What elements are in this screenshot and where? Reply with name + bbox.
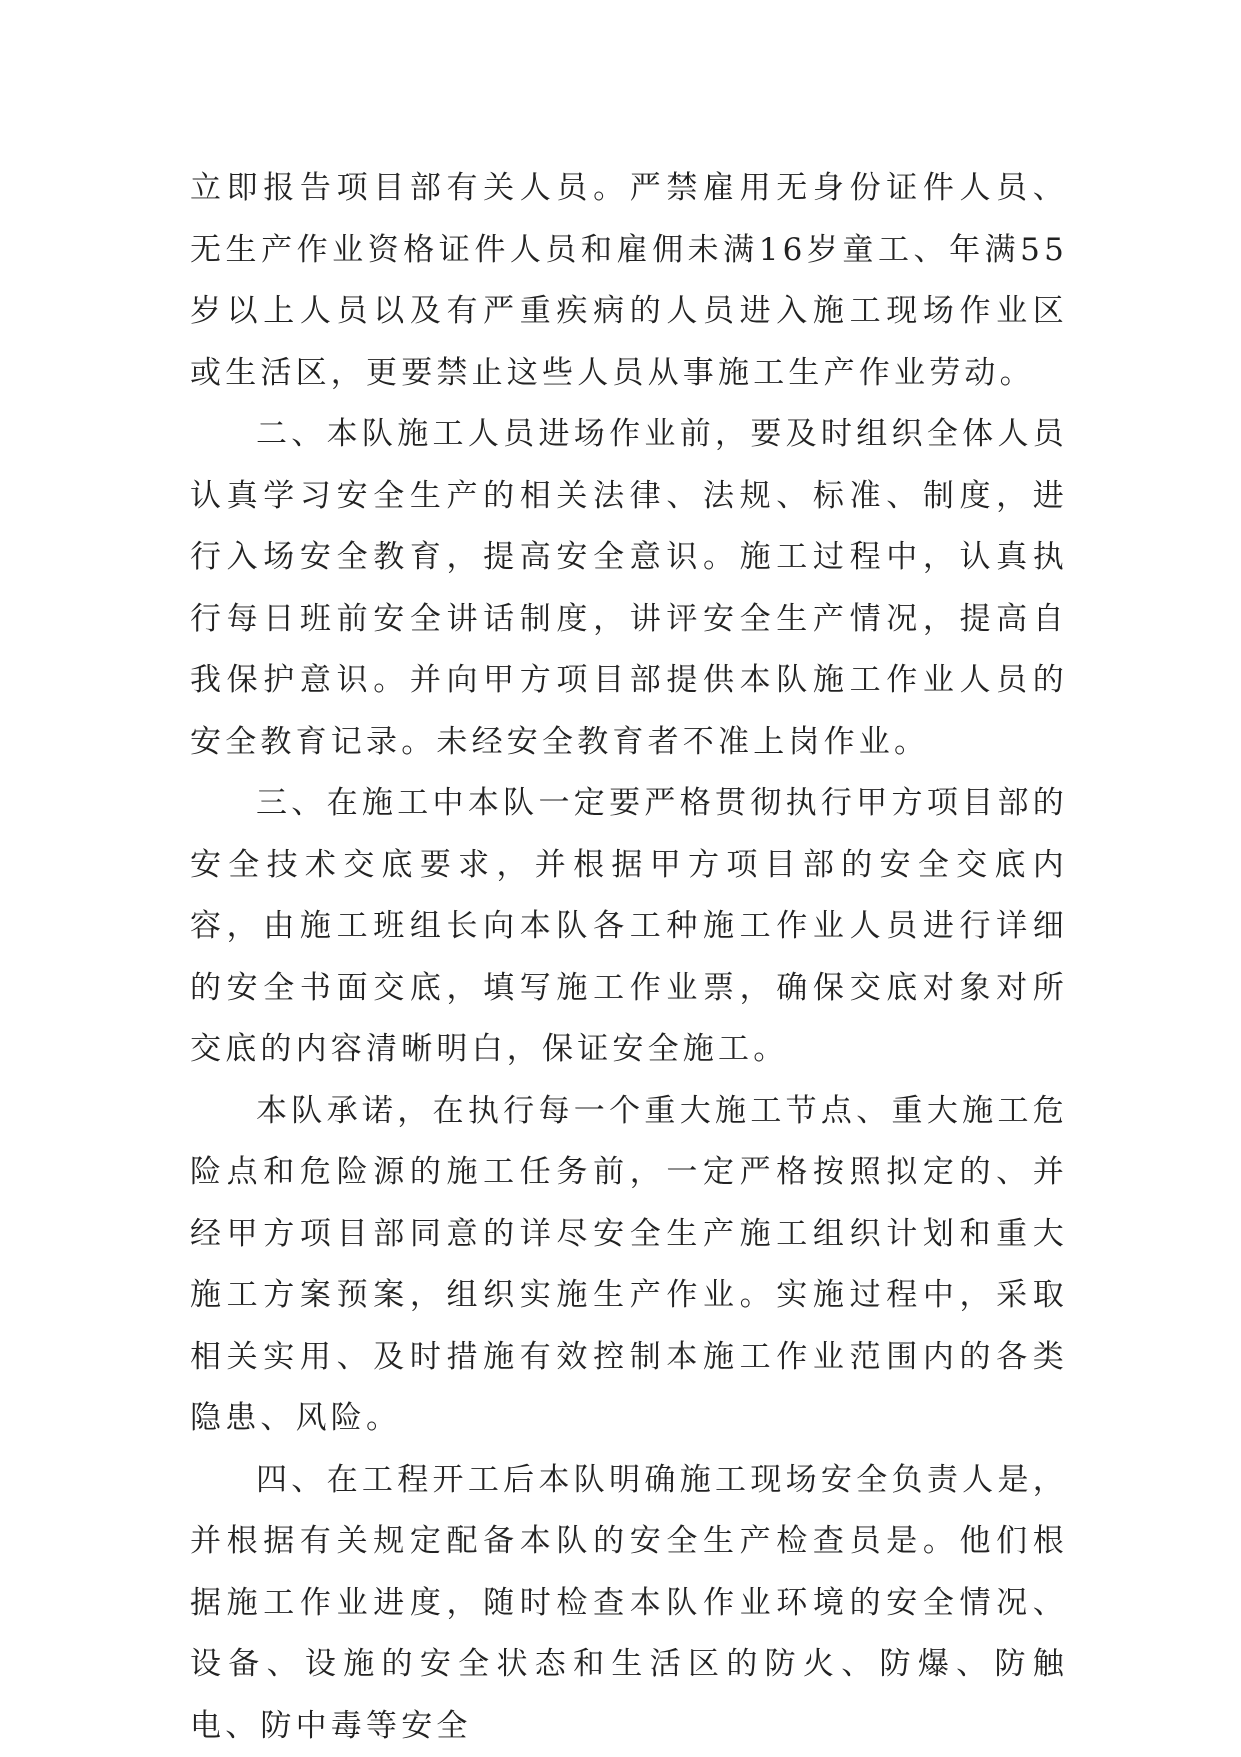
paragraph-commitment: 本队承诺，在执行每一个重大施工节点、重大施工危险点和危险源的施工任务前，一定严格按照拟定的、并经甲方项目部同意的详尽安全生产施工组织计划和重大施工方案预案，组织实施生产作业。实施过程中，采取相关实用、及时措施有效控制本施工作业范围内的各类隐患、风险。 xyxy=(190,1081,1068,1450)
paragraph-section-2: 二、本队施工人员进场作业前，要及时组织全体人员认真学习安全生产的相关法律、法规、标准、制度，进行入场安全教育，提高安全意识。施工过程中，认真执行每日班前安全讲话制度，讲评安全生产情况，提高自我保护意识。并向甲方项目部提供本队施工作业人员的安全教育记录。未经安全教育者不准上岗作业。 xyxy=(190,404,1068,773)
paragraph-section-3: 三、在施工中本队一定要严格贯彻执行甲方项目部的安全技术交底要求，并根据甲方项目部的安全交底内容，由施工班组长向本队各工种施工作业人员进行详细的安全书面交底，填写施工作业票，确保交底对象对所交底的内容清晰明白，保证安全施工。 xyxy=(190,773,1068,1081)
document-body xyxy=(190,158,1068,1757)
paragraph-continued: 立即报告项目部有关人员。严禁雇用无身份证件人员、无生产作业资格证件人员和雇佣未满16岁童工、年满55岁以上人员以及有严重疾病的人员进入施工现场作业区或生活区，更要禁止这些人员从事施工生产作业劳动。 xyxy=(190,158,1068,404)
paragraph-section-4: 四、在工程开工后本队明确施工现场安全负责人是，并根据有关规定配备本队的安全生产检查员是。他们根据施工作业进度，随时检查本队作业环境的安全情况、设备、设施的安全状态和生活区的防火、防爆、防触电、防中毒等安全 xyxy=(190,1450,1068,1757)
